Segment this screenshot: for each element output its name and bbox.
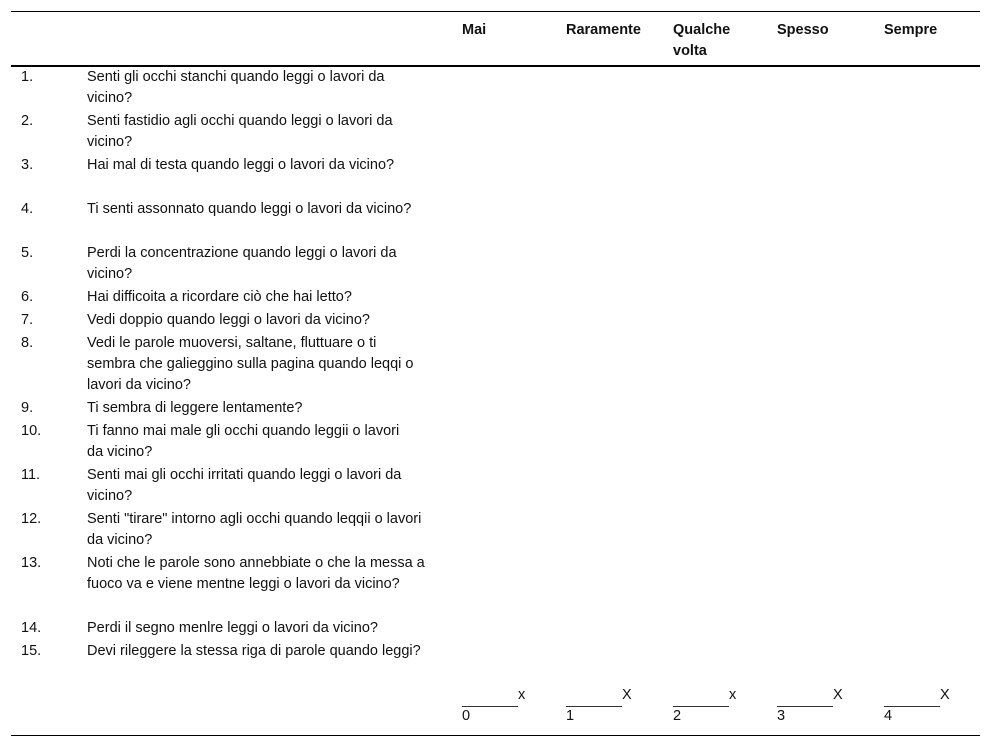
score-qualche-volta bbox=[673, 684, 753, 724]
question-text: Senti mai gli occhi irritati quando leggi o lavori da vicino? bbox=[87, 467, 402, 504]
question-number: 8. bbox=[21, 335, 34, 351]
question-number: 10. bbox=[21, 423, 42, 439]
question-number: 13. bbox=[21, 555, 42, 571]
score-raramente bbox=[566, 684, 646, 724]
question-number: 1. bbox=[21, 69, 34, 85]
question-text: Senti fastidio agli occhi quando leggi o lavori da vicino? bbox=[87, 113, 393, 150]
question-number: 11. bbox=[21, 467, 41, 483]
question-number: 2. bbox=[21, 113, 34, 129]
header-spesso: Spesso bbox=[777, 22, 829, 38]
table-header bbox=[11, 12, 980, 67]
question-text: Ti fanno mai male gli occhi quando leggii o lavori da vicino? bbox=[87, 423, 400, 460]
question-text: Perdi il segno menlre leggi o lavori da vicino? bbox=[87, 620, 378, 636]
question-number: 12. bbox=[21, 511, 42, 527]
header-qualche-volta: Qualche volta bbox=[673, 22, 731, 59]
score-sempre bbox=[884, 684, 964, 724]
score-mark: x bbox=[518, 687, 526, 703]
score-mark: X bbox=[940, 687, 950, 703]
question-text: Hai mal di testa quando leggi o lavori da vicino? bbox=[87, 157, 395, 173]
score-line bbox=[777, 706, 833, 707]
header-sempre: Sempre bbox=[884, 22, 938, 38]
score-line bbox=[884, 706, 940, 707]
score-line bbox=[566, 706, 622, 707]
question-number: 15. bbox=[21, 643, 42, 659]
score-spesso bbox=[777, 684, 857, 724]
question-text: Ti sembra di leggere lentamente? bbox=[87, 400, 303, 416]
question-text: Hai difficoita a ricordare ciò che hai letto? bbox=[87, 289, 352, 305]
score-line bbox=[462, 706, 518, 707]
score-value: 4 bbox=[884, 708, 893, 724]
question-number: 5. bbox=[21, 245, 34, 261]
question-number: 6. bbox=[21, 289, 34, 305]
score-value: 2 bbox=[673, 708, 682, 724]
score-mai bbox=[462, 684, 542, 724]
question-number: 9. bbox=[21, 400, 34, 416]
questionnaire-table bbox=[11, 11, 980, 736]
question-text: Perdi la concentrazione quando leggi o lavori da vicino? bbox=[87, 245, 397, 282]
score-value: 3 bbox=[777, 708, 786, 724]
question-number: 3. bbox=[21, 157, 34, 173]
question-number: 7. bbox=[21, 312, 34, 328]
score-value: 0 bbox=[462, 708, 471, 724]
question-text: Noti che le parole sono annebbiate o che la messa a fuoco va e viene mentne leggi o lavori da vicino? bbox=[87, 555, 425, 592]
header-raramente: Raramente bbox=[566, 22, 641, 38]
score-mark: X bbox=[622, 687, 632, 703]
question-number: 4. bbox=[21, 201, 34, 217]
question-text: Vedi doppio quando leggi o lavori da vicino? bbox=[87, 312, 370, 328]
score-value: 1 bbox=[566, 708, 575, 724]
question-number: 14. bbox=[21, 620, 42, 636]
question-text: Senti gli occhi stanchi quando leggi o lavori da vicino? bbox=[87, 69, 385, 106]
score-mark: X bbox=[833, 687, 843, 703]
question-text: Devi rileggere la stessa riga di parole quando leggi? bbox=[87, 643, 421, 659]
question-text: Vedi le parole muoversi, saltane, fluttuare o ti sembra che galieggino sulla pagina quando leqqi o lavori da vicino? bbox=[87, 335, 414, 393]
score-line bbox=[673, 706, 729, 707]
header-mai: Mai bbox=[462, 22, 487, 38]
score-mark: x bbox=[729, 687, 737, 703]
question-text: Senti "tirare" intorno agli occhi quando leqqii o lavori da vicino? bbox=[87, 511, 422, 548]
question-text: Ti senti assonnato quando leggi o lavori da vicino? bbox=[87, 201, 412, 217]
